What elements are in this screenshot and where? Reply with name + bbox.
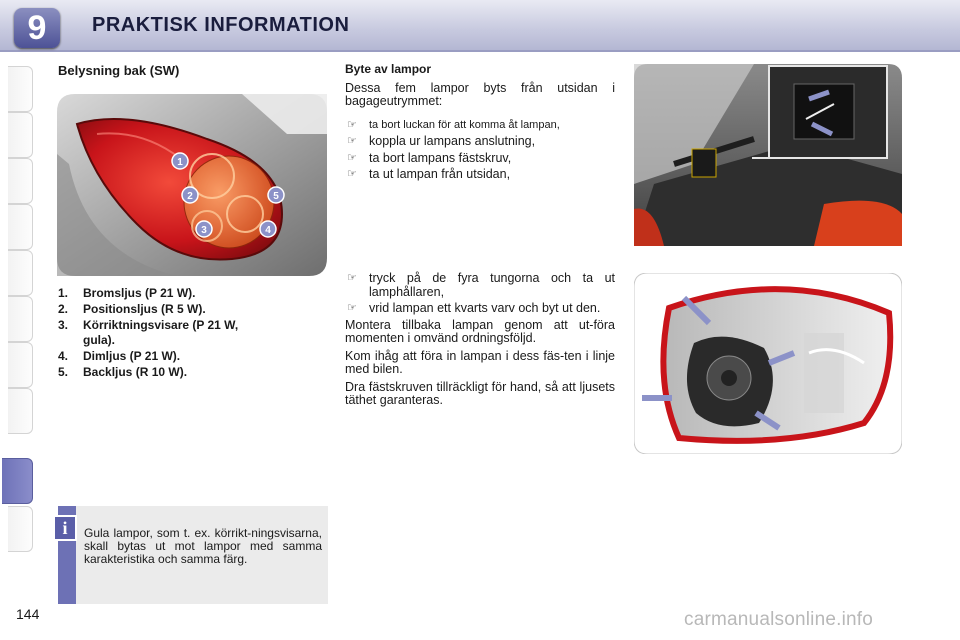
pointing-hand-icon: ☞ (347, 302, 357, 314)
legend-item: 5. Backljus (R 10 W). (58, 365, 188, 379)
pointing-hand-icon: ☞ (347, 272, 357, 284)
info-icon: i (53, 515, 77, 541)
step-item: ☞ tryck på de fyra tungorna och ta ut lamphållaren, (347, 271, 615, 299)
bulb-legend (58, 286, 243, 381)
page-title: PRAKTISK INFORMATION (92, 14, 350, 36)
chapter-tab[interactable] (8, 204, 33, 250)
chapter-tab-active[interactable] (2, 458, 33, 504)
replace-instructions-cont (345, 272, 615, 412)
step-item: ☞ koppla ur lampans anslutning, (347, 134, 536, 148)
chapter-tab[interactable] (8, 112, 33, 158)
rear-lamp-illustration (57, 94, 327, 276)
paragraph: Dra fästskruven tillräckligt för hand, så att ljusets täthet garanteras. (345, 379, 615, 407)
pointing-hand-icon: ☞ (347, 135, 357, 147)
legend-item: 2. Positionsljus (R 5 W). (58, 302, 206, 316)
replace-heading: Byte av lampor (345, 62, 432, 76)
chapter-tab[interactable] (8, 250, 33, 296)
lamp-label-2: 2 (187, 191, 193, 202)
paragraph: Montera tillbaka lampan genom att ut-föra momenten i omvänd ordningsföljd. (345, 317, 615, 345)
chapter-tab[interactable] (8, 342, 33, 388)
page-number: 144 (16, 606, 40, 622)
paragraph: Kom ihåg att föra in lampan i dess fäs-ten i linje med bilen. (345, 348, 615, 376)
step-item: ☞ ta bort luckan för att komma åt lampan, (347, 118, 560, 131)
pointing-hand-icon: ☞ (347, 168, 357, 180)
lamp-label-3: 3 (201, 225, 207, 236)
pointing-hand-icon: ☞ (347, 118, 357, 131)
lamp-label-4: 4 (265, 225, 271, 236)
legend-item: 3. Körriktningsvisare (P 21 W, gula). (58, 318, 239, 347)
info-text: Gula lampor, som t. ex. körrikt-ningsvisarna, skall bytas ut mot lampor med samma karakteristika och samma färg. (84, 526, 322, 566)
step-item: ☞ vrid lampan ett kvarts varv och byt ut den. (347, 301, 601, 315)
watermark: carmanualsonline.info (684, 609, 874, 630)
legend-item: 1. Bromsljus (P 21 W). (58, 286, 196, 300)
replace-instructions (345, 63, 615, 185)
lamp-label-5: 5 (273, 191, 279, 202)
chapter-tab[interactable] (8, 388, 33, 434)
chapter-tab[interactable] (8, 506, 33, 552)
step-item: ☞ ta bort lampans fästskruv, (347, 150, 512, 165)
pointing-hand-icon: ☞ (347, 151, 357, 164)
chapter-tabs (0, 66, 34, 576)
section-title: Belysning bak (SW) (58, 63, 180, 78)
lamp-label-1: 1 (177, 157, 183, 168)
lamp-holder-photo (634, 273, 902, 454)
step-item: ☞ ta ut lampan från utsidan, (347, 167, 511, 181)
chapter-badge: 9 (14, 8, 60, 48)
trunk-photo (634, 64, 902, 246)
replace-intro: Dessa fem lampor byts från utsidan i bagageutrymmet: (345, 80, 615, 108)
header-divider (0, 50, 960, 52)
chapter-tab[interactable] (8, 296, 33, 342)
steps-list-a (345, 119, 615, 182)
steps-list-b (345, 272, 615, 316)
chapter-tab[interactable] (8, 158, 33, 204)
chapter-tab[interactable] (8, 66, 33, 112)
legend-item: 4. Dimljus (P 21 W). (58, 349, 181, 363)
